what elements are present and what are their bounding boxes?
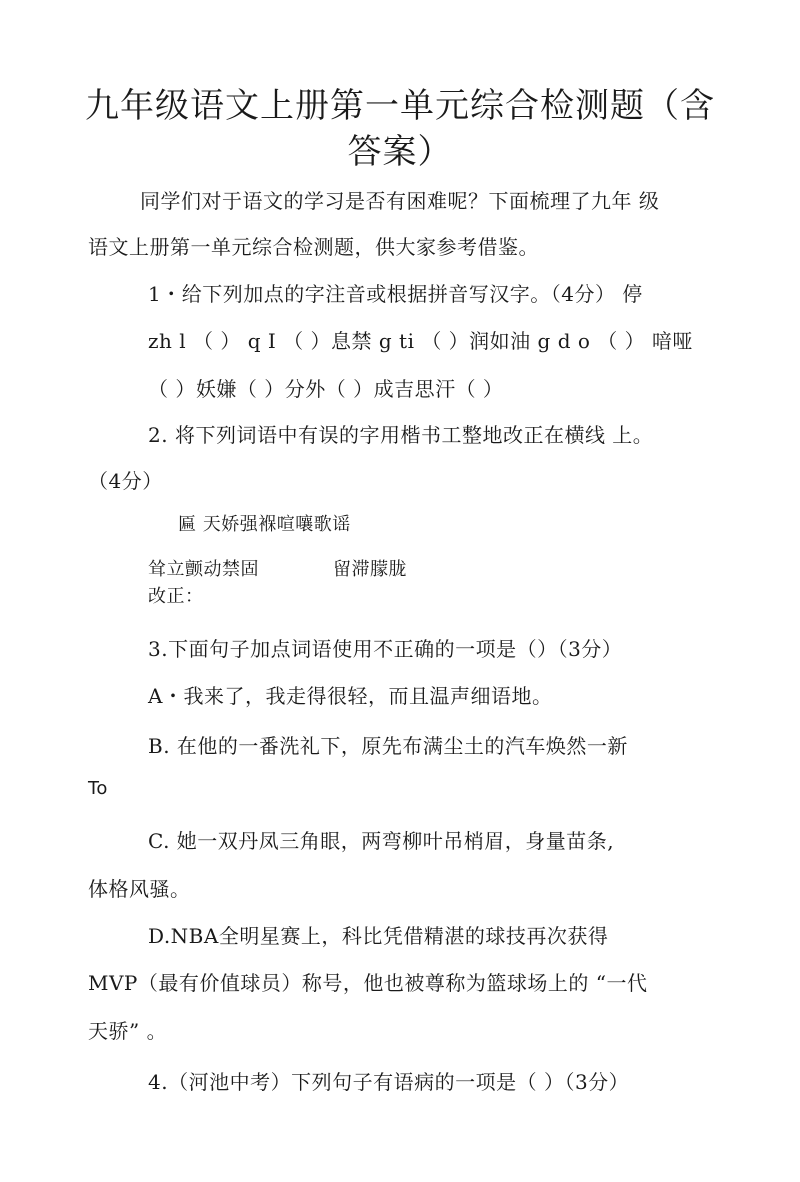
question-3-option-d-line-3: 天骄” 。 <box>88 1019 168 1043</box>
document-title-line-2: 答案） <box>347 132 453 172</box>
question-2-correction-label: 改正： <box>148 586 204 607</box>
question-3-option-d-line-2: MVP（最有价值球员）称号，他也被尊称为篮球场上的 “一代 <box>88 971 648 995</box>
question-3-option-a: A・我来了，我走得很轻，而且温声细语地。 <box>148 684 553 708</box>
question-3-line-1: 3.下面句子加点词语使用不正确的一项是（）（3分） <box>148 637 623 661</box>
question-2-words-line-2b: 留滞朦胧 <box>333 559 407 580</box>
question-1-line-2: zh l （ ） q I （ ）息禁 g ti （ ）润如油 g d o （ ） 喑哑 <box>148 329 693 353</box>
document-title-line-1: 九年级语文上册第一单元综合检测题（含 <box>85 86 715 126</box>
intro-line-1: 同学们对于语文的学习是否有困难呢？下面梳理了九年 级 <box>140 189 660 213</box>
question-2-line-2: （4分） <box>88 469 163 493</box>
intro-line-2: 语文上册第一单元综合检测题，供大家参考借鉴。 <box>88 235 539 259</box>
question-3-option-b: B. 在他的一番洗礼下，原先布满尘土的汽车焕然一新 <box>148 734 628 758</box>
question-3-option-c-line-1: C. 她一双丹凤三角眼，两弯柳叶吊梢眉，身量苗条, <box>148 829 615 853</box>
question-2-line-1: 2. 将下列词语中有误的字用楷书工整地改正在横线 上。 <box>148 423 654 447</box>
question-1-line-3: （ ）妖嫌（ ）分外（ ）成吉思汗（ ） <box>148 377 504 401</box>
question-3-option-c-line-2: 体格风骚。 <box>88 877 191 901</box>
question-1-line-1: 1・给下列加点的字注音或根据拼音写汉字。（4分） 停 <box>148 282 643 306</box>
question-3-option-b-continued: To <box>88 778 108 799</box>
question-2-words-line-2a: 耸立颤动禁固 <box>148 559 259 580</box>
question-3-option-d-line-1: D.NBA全明星赛上，科比凭借精湛的球技再次获得 <box>148 924 609 948</box>
question-4-line-1: 4.（河池中考）下列句子有语病的一项是（ ）（3分） <box>148 1070 630 1094</box>
question-2-words-line-1: 匾 天娇强褓喧嚷歌谣 <box>178 514 351 535</box>
